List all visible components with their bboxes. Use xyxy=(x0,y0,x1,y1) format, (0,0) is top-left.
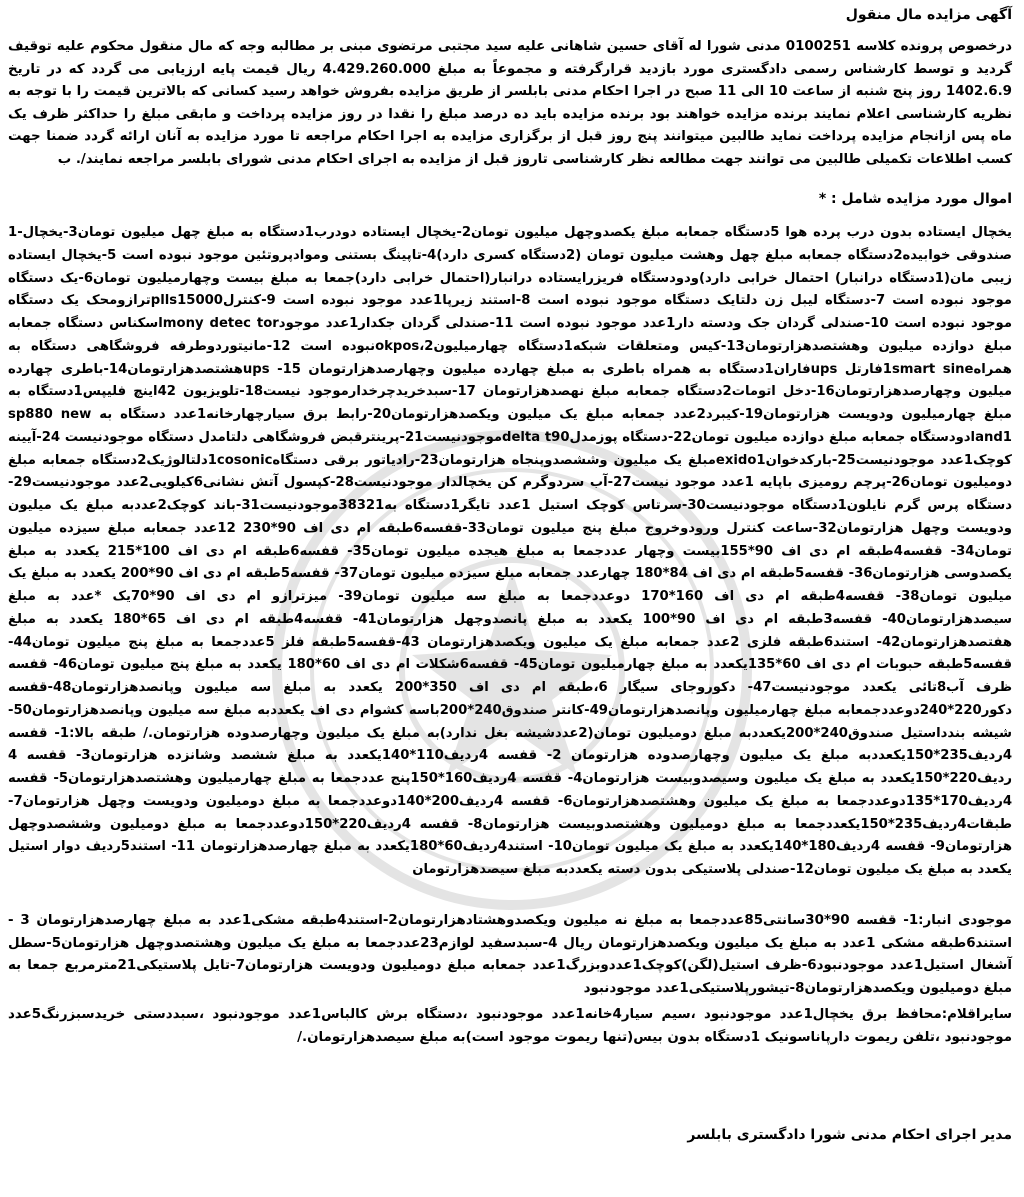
notice-intro-paragraph: درخصوص پرونده کلاسه 0100251 مدنی شورا له آقای حسین شاهانی علیه سید مجتبی مرتضوی مبنی بر مطالبه وجه که مال منقول محکوم علیه توقیف گردید و توسط کارشناس رسمی دادگستری مورد بازدید قرارگرفته و مجموعاً به مبلغ 4.429.260.000 ریال قیمت پایه ارزیابی می گردد که در تاریخ 1402.6.9 روز پنج شنبه از ساعت 10 الی 11 صبح در اجرا احکام مدنی بابلسر از طریق مزایده بفروش خواهد رسید کسانی که بالاترین قیمت را با توجه به نظریه کارشناسی اعلام نمایند برنده مزایده خواهند بود برنده مزایده باید ده درصد مبلغ را نقدا در روز مزایده پرداخت و مابقی مبلغ را حداکثر ظرف یک ماه پس ازانجام مزایده پرداخت نماید طالبین میتوانند پنج روز قبل از برگزاری مزایده به اجرا احکام مراجعه تا مورد مزایده به آنان ارائه گردد ضمنا جهت کسب اطلاعات تکمیلی طالبین می توانند جهت مطالعه نظر کارشناسی تاروز قبل از مزایده به اجرای احکام مدنی شورای بابلسر مراجعه نمایند/. ب xyxy=(8,39,1013,167)
other-items-paragraph: سایراقلام:محافظ برق یخچال1عدد موجودنبود ،سیم سیار4خانه1عدد موجودنبود ،دستگاه برش کالباس1عدد موجودنبود ،سبددستی خریدسبزرنگ5عدد موجودنبود ،تلفن ریموت دارپاناسونیک 1دستگاه بدون بیس(تنها ریموت موجود است)به مبلغ سیصدهزارتومان./ xyxy=(8,1007,1012,1045)
signature-line: مدیر اجرای احکام مدنی شورا دادگستری بابلسر xyxy=(687,1127,1012,1143)
items-heading: اموال مورد مزایده شامل : * xyxy=(818,191,1012,207)
notice-title: آگهی مزایده مال منقول xyxy=(845,7,1012,23)
warehouse-inventory-paragraph: موجودی انبار:1- قفسه 90*30سانتی85عددجمعا به مبلغ نه میلیون ویکصدوهشتادهزارتومان2-استند4طبقه مشکی1عدد به مبلغ چهارصدهزارتومان 3 - استند6طبقه مشکی 1عدد به مبلغ یک میلیون ویکصدهزارتومان ریال 4-سبدسفید لوازم23عددجمعا به مبلغ یک میلیون وهشتصدوچهل هزارتومان5-سطل آشغال استیل1عدد موجودنبود6-ظرف استیل(لگن)کوچک1عددوبزرگ1عدد جمعابه مبلغ دومیلیون ودویست هزارتومان7-تایل پلاستیکی21مترمربع جمعا به مبلغ دومیلیون ویکصدهزارتومان8-تیشورپلاستیکی1عدد موجودنبود xyxy=(8,913,1012,996)
auction-items-list: یخچال ایستاده بدون درب پرده هوا 5دستگاه جمعابه مبلغ یکصدوچهل میلیون تومان2-یخچال ایستاده دودرب1دستگاه به مبلغ چهل میلیون تومان3-یخچال-1 صندوقی خوابیده2دستگاه جمعابه مبلغ چهل وهشت میلیون تومان (2دستگاه کسری دارد)4-تاپینگ بستنی وموادپروتئین موجود نبوده است 5-یخچال ایستاده زیبی مان(1دستگاه درانبار) احتمال خرابی دارد)ودودستگاه فریزرایستاده درانبار(احتمال خرابی دارد)جمعا به مبلغ بیست وچهارمیلیون تومان6-یک دستگاه موجود نبوده است 7-دستگاه لیبل زن دلتایک دستگاه موجود نبوده است 8-استند زیرپا1عدد موجود نبوده است 9-کنترلplls15000ترازومحک یک دستگاه موجود نبوده است 10-صندلی گردان جک ودسته دار1عدد موجود نبوده است 11-صندلی گردان جکدار1عدد موجودmony detec torاسکناس دستگاه جمعابه مبلغ دوازده میلیون وهشتصدهزارتومان13-کیس ومتعلقات شبکه1دستگاه چهارمیلیون2،okposنبوده است 12-مانیتوردوطرفه فروشگاهی دستگاه به همراه1smart sineفارتل upsفاران1دستگاه به همراه باطری به مبلغ چهارده میلیون وچهارصدهزارتومان 15- upsهشتصدهزارتومان14-باطری چهارده میلیون وچهارصدهزارتومان16-دخل اتومات2دستگاه جمعابه مبلغ نهصدهزارتومان 17-سبدخریدچرخدارموجود نیست18-تلویزیون 42اینچ فلیپس1دستگاه به مبلغ چهارمیلیون ودویست هزارتومان19-کیبرد2عدد جمعابه مبلغ یک میلیون ویکصدهزارتومان20-رابط برق سیارچهارخانه1عدد دستگاه به sp880 new land1دودستگاه جمعابه مبلغ دوازده میلیون تومان22-دستگاه پوزمدلdelta t90موجودنیست21-پرینترقبض فروشگاهی دلتامدل دستگاه موجودنیست 24-آیینه کوچک1عدد موجودنیست25-بارکدخوانexido1مبلغ یک میلیون وششصدوپنجاه هزارتومان23-رادیاتور برقی دستگاه1cosonicدلتالوژیک2دستگاه جمعابه مبلغ دومیلیون تومان26-پرچم رومیزی باپایه 1عدد موجود نیست27-آب سردوگرم کن یخچالدار موجودنیست28-کپسول آتش نشانی6کیلویی2عدد موجودنیست29-دستگاه پرس گرم نایلون1دستگاه موجودنیست30-سرتاس کوچک استیل 1عدد تایگر1دستگاه به38321موجودنیست31-باند کوچک2عددبه مبلغ یک میلیون ودویست وچهل هزارتومان32-ساعت کنترل ورودوخروج مبلغ پنج میلیون تومان33-قفسه6طبقه ام دی اف 90*230 12عدد جمعابه مبلغ سیزده میلیون تومان34- قفسه4طبقه ام دی اف 90*155بیست وچهار عددجمعا به مبلغ هیجده میلیون تومان35- قفسه6طبقه ام دی اف 100*215 یکعدد به مبلغ یکصدوسی هزارتومان36- قفسه5طبقه ام دی اف 84*180 چهارعدد جمعابه مبلغ سیزده میلیون تومان37- قفسه5طبقه ام دی اف 90*200 یکعدد به مبلغ یک میلیون تومان38- قفسه4طبقه ام دی اف 160*170 دوعددجمعا به مبلغ سه میلیون تومان39- میزترازو ام دی اف 90*70یک *عدد به مبلغ سیصدهزارتومان40- قفسه3طبقه ام دی اف 90*100 یکعدد به مبلغ پانصدوچهل هزارتومان41- قفسه4طبقه ام دی اف 65*180 یکعدد به مبلغ هفتصدهزارتومان42- استند6طبقه فلزی 2عدد جمعابه مبلغ یک میلیون ویکصدهزارتومان 43-قفسه5طبقه فلز 5عددجمعا به مبلغ پنج میلیون تومان44- قفسه5طبقه حبوبات ام دی اف 60*135یکعدد به مبلغ چهارمیلیون تومان45- قفسه6شکلات ام دی اف 60*180 یکعدد به مبلغ پنج میلیون تومان46- قفسه ظرف آب8تائی یکعدد موجودنیست47- دکوروجای سیگار 6،طبقه ام دی اف 350*200 یکعدد به مبلغ سه میلیون وپانصدهزارتومان48-قفسه دکور220*240دوعددجمعابه مبلغ چهارمیلیون وپانصدهزارتومان49-کانتر صندوق240*200باسه کشوام دی اف یکعددبه مبلغ سه میلیون وپانصدهزارتومان50-شیشه بندداستیل صندوق240*200یکعددبه مبلغ دومیلیون تومان(2عددشیشه بغل ندارد)به مبلغ یک میلیون وچهارصدوده هزارتومان./ طبقه بالا:1- قفسه 4ردیف235*150یکعددبه مبلغ یک میلیون وچهارصدوده هزارتومان 2- قفسه 4ردیف110*140یکعدد به مبلغ ششصد وشانزده هزارتومان3- قفسه 4 ردیف220*150یکعدد به مبلغ یک میلیون وسیصدوبیست هزارتومان4- قفسه 4ردیف160*150پنج عددجمعا به مبلغ چهارمیلیون وهشتصدهزارتومان5- قفسه 4ردیف170*135دوعددجمعا به مبلغ یک میلیون وهشتصدهزارتومان6- قفسه 4ردیف200*140دوعددجمعا به مبلغ دومیلیون ودویست وچهل هزارتومان7- طبقات4ردیف235*150یکعددجمعا به مبلغ دومیلیون وهشتصدوبیست هزارتومان8- قفسه 4ردیف220*150دوعددجمعا به مبلغ دومیلیون وششصدوچهل هزارتومان9- قفسه 4ردیف180*140یکعدد به مبلغ یک میلیون تومان10- استند4ردیف60*180یکعدد به مبلغ چهارصدهزارتومان 11- استند5ردیف دوار استیل یکعدد به مبلغ یک میلیون تومان12-صندلی پلاستیکی بدون دسته یکعددبه مبلغ سیصدهزارتومان xyxy=(8,225,1013,877)
